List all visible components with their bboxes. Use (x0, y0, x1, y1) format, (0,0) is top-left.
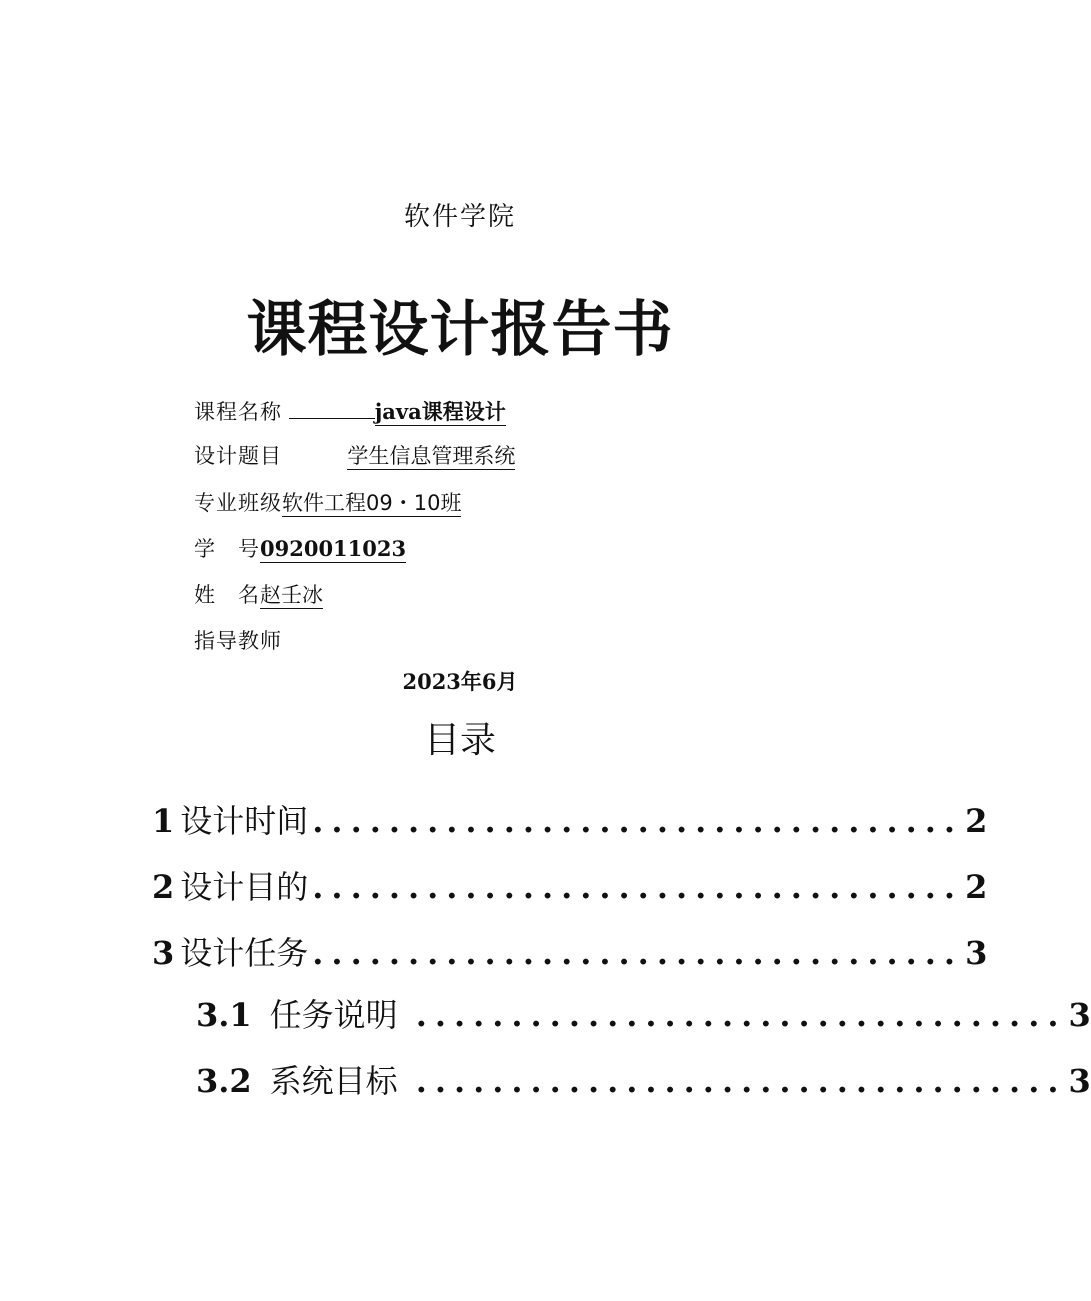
student-id-value: 0920011023 (260, 536, 407, 561)
college-name: 软件学院 (403, 202, 516, 232)
toc-entry (152, 796, 988, 842)
student-id-row (194, 533, 406, 563)
toc-leader-dots: .................................. (312, 802, 964, 840)
toc-entry (196, 1056, 1091, 1102)
name-label: 姓 名 (194, 583, 260, 607)
toc-entry-text: 设计任务 (180, 934, 309, 972)
name-row (194, 579, 323, 609)
toc-entry-page: 2 (965, 802, 988, 840)
toc-entry-page: 3 (1068, 1062, 1091, 1100)
toc-leader-dots: .................................. (312, 868, 964, 906)
toc-leader-dots: .................................. (415, 1062, 1067, 1100)
class-row (194, 487, 461, 517)
toc-entry-number: 3.1 (196, 996, 252, 1034)
topic-label: 设计题目 (194, 444, 282, 468)
toc-entry-text: 系统目标 (269, 1062, 398, 1100)
toc-entry-number: 1 (152, 802, 175, 840)
toc-entry-number: 2 (152, 868, 175, 906)
course-name-value: java课程设计 (374, 399, 506, 424)
course-name-blank-line (289, 400, 375, 419)
advisor-row (194, 625, 282, 655)
toc-entry-page: 3 (1068, 996, 1091, 1034)
student-id-label: 学 号 (194, 537, 260, 561)
topic-value: 学生信息管理系统 (347, 444, 516, 468)
course-name-label: 课程名称 (194, 400, 282, 424)
report-date: 2023年6月 (402, 669, 518, 694)
class-label: 专业班级 (194, 491, 282, 515)
toc-entry-number: 3.2 (196, 1062, 252, 1100)
toc-leader-dots: .................................. (415, 996, 1067, 1034)
toc-entry-text: 设计目的 (180, 868, 309, 906)
toc-entry (196, 990, 1091, 1036)
toc-entry (152, 862, 988, 908)
toc-title: 目录 (423, 720, 496, 761)
name-value: 赵壬冰 (260, 583, 323, 607)
toc-entry-page: 3 (965, 934, 988, 972)
toc-leader-dots: .................................. (312, 934, 964, 972)
report-title: 课程设计报告书 (246, 295, 674, 365)
course-name-row (194, 396, 506, 426)
toc-entry (152, 928, 988, 974)
toc-entry-text: 设计时间 (180, 802, 309, 840)
advisor-label: 指导教师 (194, 629, 282, 653)
toc-entry-text: 任务说明 (269, 996, 398, 1034)
class-value: 软件工程09・10班 (282, 491, 462, 515)
toc-entry-number: 3 (152, 934, 175, 972)
topic-row (194, 440, 515, 470)
toc-entry-page: 2 (965, 868, 988, 906)
